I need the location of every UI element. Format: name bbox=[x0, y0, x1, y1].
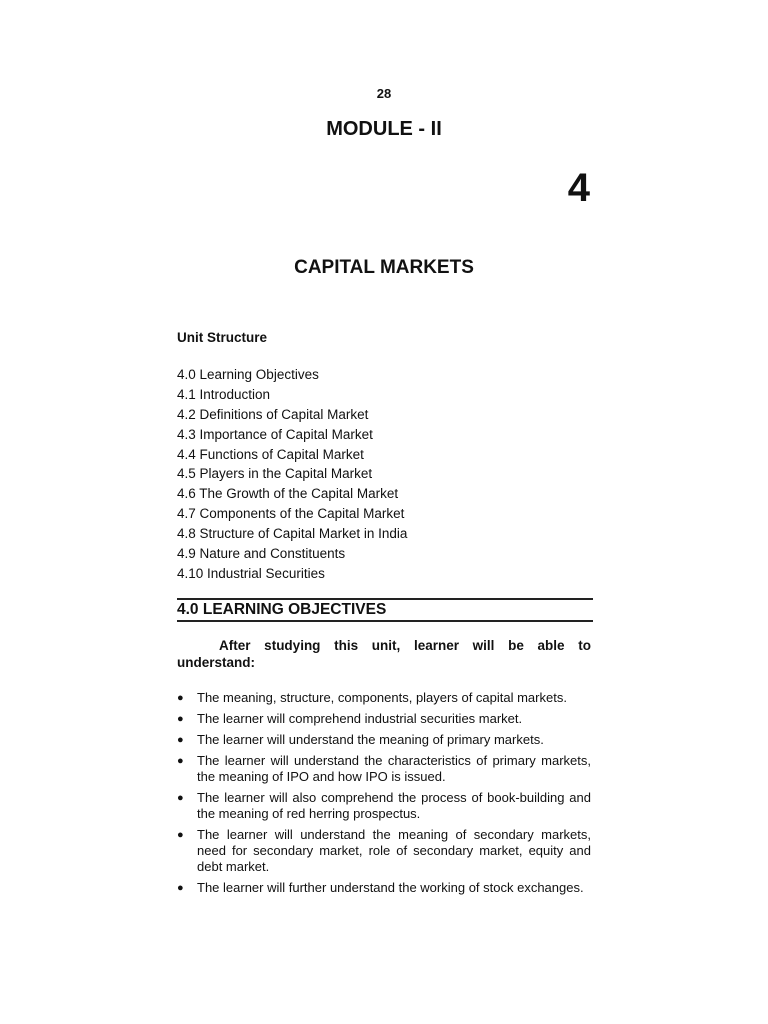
chapter-title: CAPITAL MARKETS bbox=[294, 257, 474, 278]
list-item bbox=[177, 690, 591, 706]
list-item bbox=[177, 753, 591, 785]
objective-text: The learner will understand the characteristics of primary markets, the meaning of IPO and how IPO is issued. bbox=[197, 753, 591, 784]
bullet-icon: ● bbox=[177, 792, 184, 804]
bullet-icon: ● bbox=[177, 734, 184, 746]
list-item bbox=[177, 711, 591, 727]
toc-item: 4.2 Definitions of Capital Market bbox=[177, 406, 369, 422]
page-number: 28 bbox=[376, 86, 392, 101]
objective-text: The learner will also comprehend the process of book-building and the meaning of red herring prospectus. bbox=[197, 790, 591, 821]
toc-item: 4.9 Nature and Constituents bbox=[177, 546, 346, 562]
objective-text: The learner will understand the meaning of secondary markets, need for secondary market, role of secondary market, equity and debt market. bbox=[197, 827, 591, 874]
toc-item: 4.7 Components of the Capital Market bbox=[177, 506, 405, 522]
list-item bbox=[177, 880, 591, 896]
toc-item: 4.4 Functions of Capital Market bbox=[177, 446, 364, 462]
objective-text: The learner will comprehend industrial securities market. bbox=[197, 711, 523, 726]
objective-text: The learner will further understand the working of stock exchanges. bbox=[197, 880, 584, 895]
toc-item: 4.3 Importance of Capital Market bbox=[177, 426, 373, 442]
toc-item: 4.8 Structure of Capital Market in India bbox=[177, 526, 408, 542]
objective-text: The meaning, structure, components, players of capital markets. bbox=[197, 690, 567, 705]
bullet-icon: ● bbox=[177, 755, 184, 767]
toc-item: 4.1 Introduction bbox=[177, 386, 271, 402]
bullet-icon: ● bbox=[177, 882, 184, 894]
toc-item: 4.6 The Growth of the Capital Market bbox=[177, 486, 399, 502]
bullet-icon: ● bbox=[177, 692, 184, 704]
list-item bbox=[177, 732, 591, 748]
unit-structure-list bbox=[177, 365, 407, 584]
objective-text: The learner will understand the meaning of primary markets. bbox=[197, 732, 544, 747]
toc-item: 4.5 Players in the Capital Market bbox=[177, 466, 373, 482]
list-item bbox=[177, 790, 591, 822]
list-item bbox=[177, 827, 591, 875]
unit-structure-heading: Unit Structure bbox=[177, 330, 268, 345]
bullet-icon: ● bbox=[177, 713, 184, 725]
objectives-list bbox=[177, 690, 591, 901]
module-title: MODULE - II bbox=[326, 118, 442, 140]
toc-item: 4.0 Learning Objectives bbox=[177, 367, 319, 382]
toc-item: 4.10 Industrial Securities bbox=[177, 565, 325, 581]
bullet-icon: ● bbox=[177, 829, 184, 841]
objectives-intro: After studying this unit, learner will be able to understand: bbox=[177, 638, 591, 670]
chapter-number: 4 bbox=[567, 166, 590, 210]
section-heading-learning-objectives: 4.0 LEARNING OBJECTIVES bbox=[177, 598, 593, 622]
